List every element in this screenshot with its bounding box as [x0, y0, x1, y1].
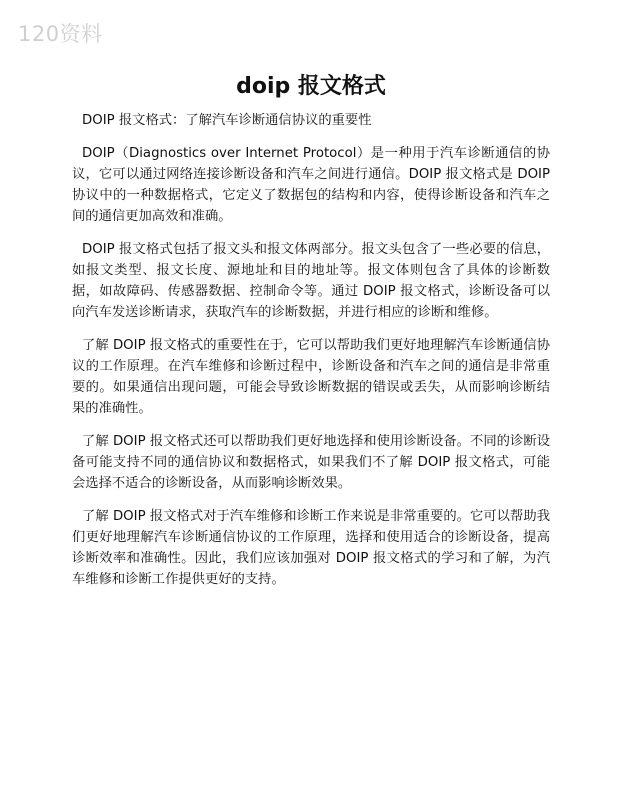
paragraph-4: 了解 DOIP 报文格式还可以帮助我们更好地选择和使用诊断设备。不同的诊断设备可能支持不同的通信协议和数据格式，如果我们不了解 DOIP 报文格式，可能会选择不适合的诊断设备，从而影响诊断效果。 — [72, 434, 550, 491]
paragraph-2: DOIP 报文格式包括了报文头和报文体两部分。报文头包含了一些必要的信息，如报文类型、报文长度、源地址和目的地址等。报文体则包含了具体的诊断数据，如故障码、传感器数据、控制命令等。通过 DOIP 报文格式，诊断设备可以向汽车发送诊断请求，获取汽车的诊断数据，并进行相应的诊断和维修。 — [72, 242, 550, 320]
paragraph-1: DOIP（Diagnostics over Internet Protocol）是一种用于汽车诊断通信的协议，它可以通过网络连接诊断设备和汽车之间进行通信。DOIP 报文格式是 DOIP 协议中的一种数据格式，它定义了数据包的结构和内容，使得诊断设备和汽车之间的通信更加高效和准确。 — [72, 146, 550, 224]
document-title: doip 报文格式 — [236, 74, 386, 99]
paragraph-5: 了解 DOIP 报文格式对于汽车维修和诊断工作来说是非常重要的。它可以帮助我们更好地理解汽车诊断通信协议的工作原理，选择和使用适合的诊断设备，提高诊断效率和准确性。因此，我们应该加强对 DOIP 报文格式的学习和了解，为汽车维修和诊断工作提供更好的支持。 — [72, 509, 550, 587]
paragraph-3: 了解 DOIP 报文格式的重要性在于，它可以帮助我们更好地理解汽车诊断通信协议的工作原理。在汽车维修和诊断过程中，诊断设备和汽车之间的通信是非常重要的。如果通信出现问题，可能会导致诊断数据的错误或丢失，从而影响诊断结果的准确性。 — [72, 338, 550, 416]
document-subtitle: DOIP 报文格式：了解汽车诊断通信协议的重要性 — [82, 113, 372, 128]
watermark-logo: 120资料 — [18, 22, 103, 46]
document-body — [72, 72, 550, 602]
